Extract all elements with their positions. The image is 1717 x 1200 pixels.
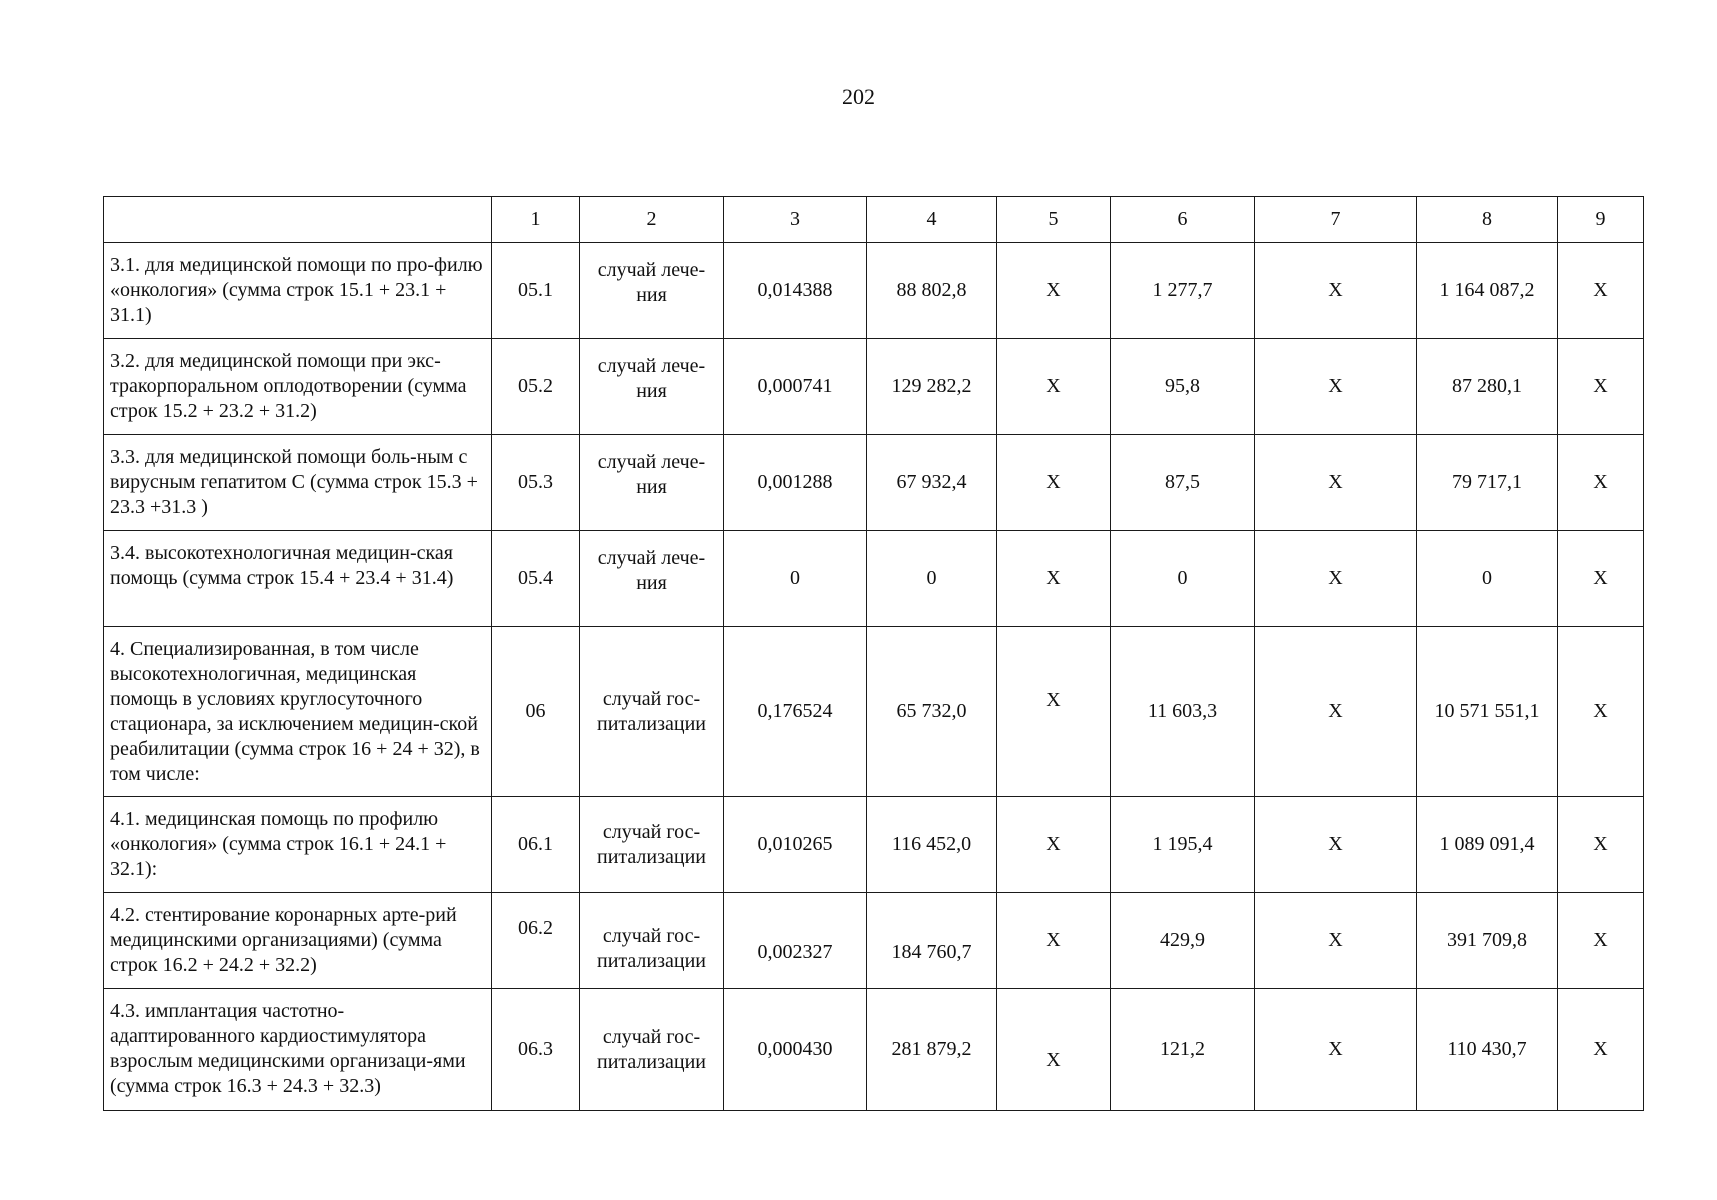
header-cell-4: 4 [867,197,997,243]
row-norm: 0,010265 [724,797,867,893]
row-col9: X [1558,243,1644,339]
row-col8: 0 [1417,531,1558,627]
row-unit: случай гос-питализации [580,989,724,1111]
row-cost: 88 802,8 [867,243,997,339]
row-col6: 95,8 [1111,339,1255,435]
row-cost: 0 [867,531,997,627]
row-col5: X [997,989,1111,1111]
row-norm: 0 [724,531,867,627]
row-norm: 0,001288 [724,435,867,531]
norms-table [103,196,1644,1111]
row-col8: 79 717,1 [1417,435,1558,531]
header-cell-2: 2 [580,197,724,243]
row-cost: 281 879,2 [867,989,997,1111]
row-unit: случай гос-питализации [580,627,724,797]
header-cell-9: 9 [1558,197,1644,243]
row-col5: X [997,797,1111,893]
row-col8: 87 280,1 [1417,339,1558,435]
row-description: 4. Специализированная, в том числе высокотехнологичная, медицинская помощь в условиях круглосуточного стационара, за исключением медицин-ской реабилитации (сумма строк 16 + 24 + 32), в том числе: [104,627,492,797]
row-col5: X [997,627,1111,797]
row-col9: X [1558,531,1644,627]
row-col6: 11 603,3 [1111,627,1255,797]
row-col7: X [1255,989,1417,1111]
row-code: 06.1 [492,797,580,893]
row-col8: 10 571 551,1 [1417,627,1558,797]
row-col6: 1 195,4 [1111,797,1255,893]
row-col5: X [997,893,1111,989]
row-col7: X [1255,435,1417,531]
page-number: 202 [842,84,875,109]
row-code: 05.4 [492,531,580,627]
row-norm: 0,000430 [724,989,867,1111]
row-col9: X [1558,893,1644,989]
header-cell-8: 8 [1417,197,1558,243]
row-code: 06 [492,627,580,797]
row-col9: X [1558,339,1644,435]
row-col5: X [997,339,1111,435]
row-col8: 1 089 091,4 [1417,797,1558,893]
row-unit: случай лече-ния [580,435,724,531]
header-cell-7: 7 [1255,197,1417,243]
row-col6: 121,2 [1111,989,1255,1111]
row-col6: 0 [1111,531,1255,627]
row-norm: 0,002327 [724,893,867,989]
row-cost: 184 760,7 [867,893,997,989]
header-cell-1: 1 [492,197,580,243]
row-unit: случай лече-ния [580,339,724,435]
row-unit: случай гос-питализации [580,893,724,989]
table-row [104,531,1644,627]
row-code: 05.3 [492,435,580,531]
table-row [104,435,1644,531]
row-code: 05.2 [492,339,580,435]
header-cell-3: 3 [724,197,867,243]
row-description: 4.3. имплантация частотно-адаптированного кардиостимулятора взрослым медицинскими организаци-ями (сумма строк 16.3 + 24.3 + 32.3) [104,989,492,1111]
table-row [104,893,1644,989]
row-cost: 129 282,2 [867,339,997,435]
row-description: 4.1. медицинская помощь по профилю «онкология» (сумма строк 16.1 + 24.1 + 32.1): [104,797,492,893]
row-col6: 87,5 [1111,435,1255,531]
table-row [104,989,1644,1111]
row-col8: 391 709,8 [1417,893,1558,989]
header-cell-description [104,197,492,243]
row-code: 05.1 [492,243,580,339]
table-row [104,243,1644,339]
row-description: 4.2. стентирование коронарных арте-рий медицинскими организациями) (сумма строк 16.2 + 24.2 + 32.2) [104,893,492,989]
row-col9: X [1558,627,1644,797]
row-col6: 429,9 [1111,893,1255,989]
row-col7: X [1255,243,1417,339]
row-cost: 67 932,4 [867,435,997,531]
row-col9: X [1558,435,1644,531]
row-col8: 1 164 087,2 [1417,243,1558,339]
row-description: 3.4. высокотехнологичная медицин-ская помощь (сумма строк 15.4 + 23.4 + 31.4) [104,531,492,627]
row-col5: X [997,531,1111,627]
row-col5: X [997,435,1111,531]
row-col6: 1 277,7 [1111,243,1255,339]
row-col7: X [1255,893,1417,989]
table-row [104,339,1644,435]
row-norm: 0,014388 [724,243,867,339]
header-cell-5: 5 [997,197,1111,243]
row-unit: случай лече-ния [580,531,724,627]
header-cell-6: 6 [1111,197,1255,243]
header-row [104,197,1644,243]
row-col9: X [1558,989,1644,1111]
row-col5: X [997,243,1111,339]
row-col7: X [1255,627,1417,797]
row-description: 3.3. для медицинской помощи боль-ным с вирусным гепатитом С (сумма строк 15.3 + 23.3 +31.3 ) [104,435,492,531]
row-col8: 110 430,7 [1417,989,1558,1111]
row-description: 3.2. для медицинской помощи при экс-тракорпоральном оплодотворении (сумма строк 15.2 + 23.2 + 31.2) [104,339,492,435]
row-unit: случай лече-ния [580,243,724,339]
row-description: 3.1. для медицинской помощи по про-филю «онкология» (сумма строк 15.1 + 23.1 + 31.1) [104,243,492,339]
table-row [104,797,1644,893]
row-norm: 0,000741 [724,339,867,435]
row-col9: X [1558,797,1644,893]
row-code: 06.2 [492,893,580,989]
row-norm: 0,176524 [724,627,867,797]
row-col7: X [1255,339,1417,435]
row-unit: случай гос-питализации [580,797,724,893]
row-cost: 116 452,0 [867,797,997,893]
row-col7: X [1255,531,1417,627]
row-code: 06.3 [492,989,580,1111]
row-cost: 65 732,0 [867,627,997,797]
table-row [104,627,1644,797]
row-col7: X [1255,797,1417,893]
